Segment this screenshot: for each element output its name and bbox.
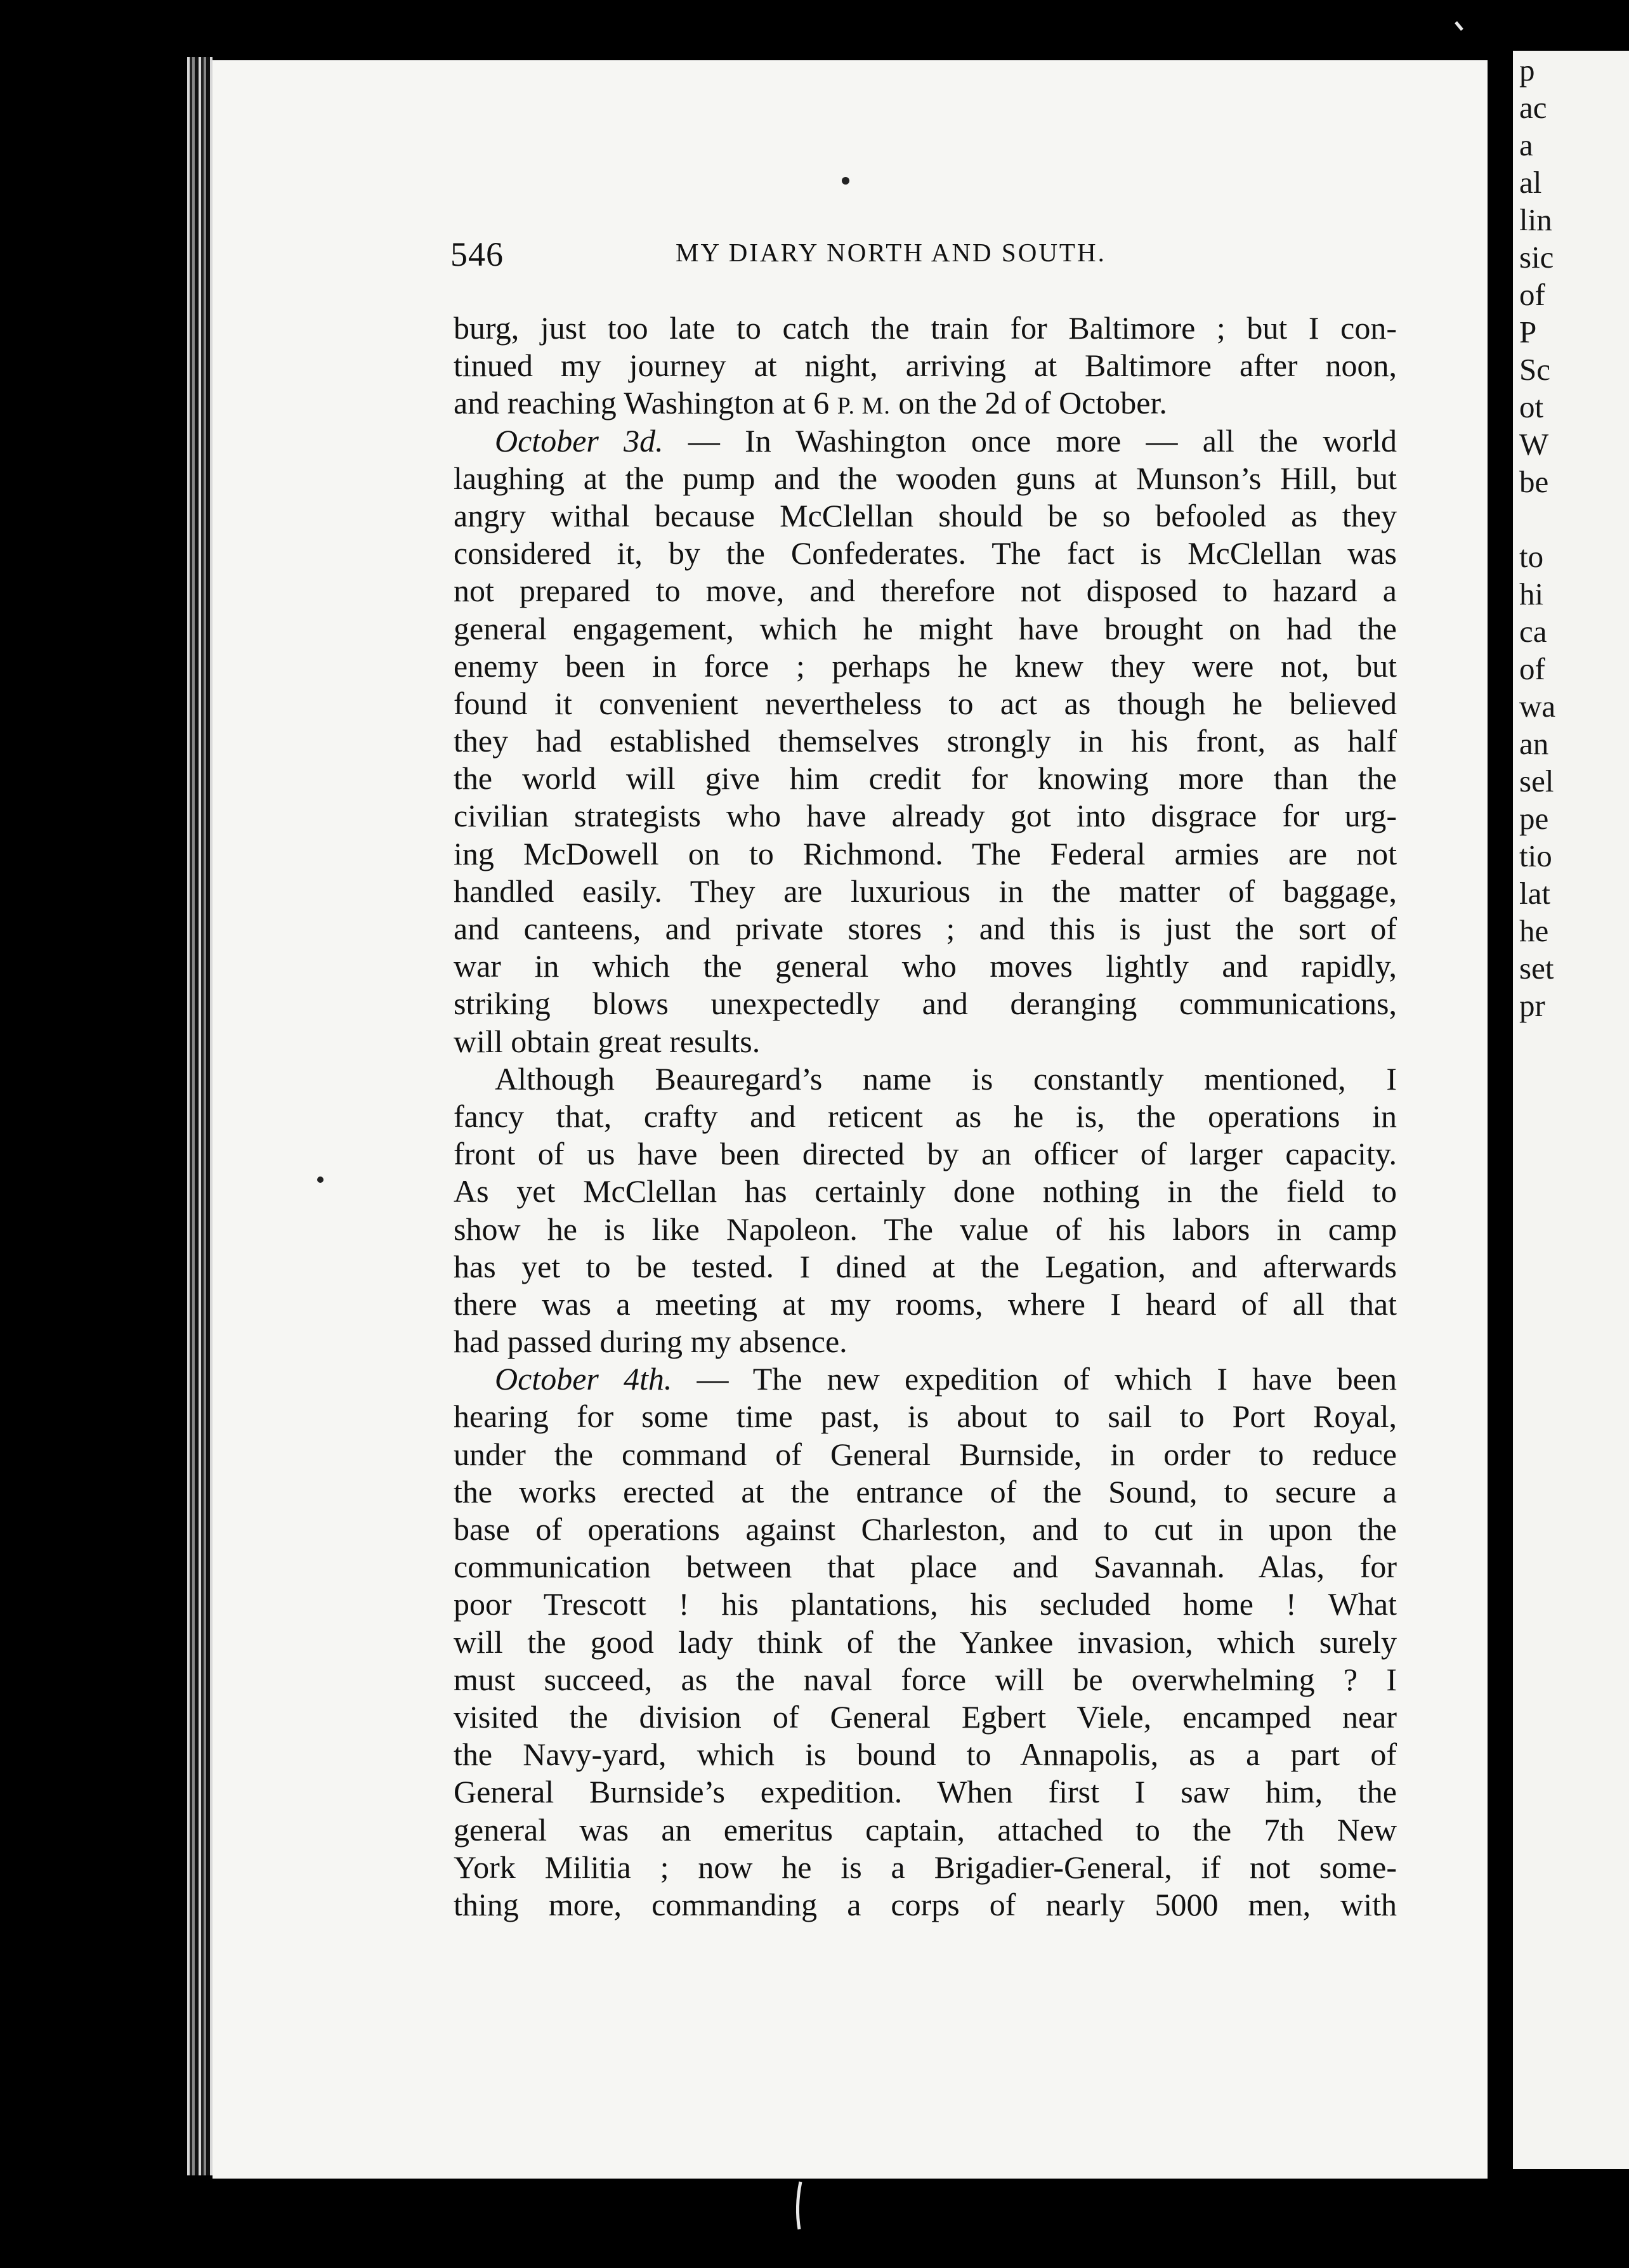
- running-head: [450, 235, 1459, 279]
- facing-line: wa: [1519, 689, 1556, 724]
- facing-line: al: [1519, 165, 1542, 200]
- text-line: general was an emeritus captain, attached to the 7th New: [454, 1811, 1397, 1848]
- text-line: As yet McClellan has certainly done nothing in the field to: [454, 1173, 1397, 1209]
- text-line: considered it, by the Confederates. The fact is McClellan was: [454, 535, 1397, 571]
- text-line: they had established themselves strongly in his front, as half: [454, 723, 1397, 759]
- text-line: will obtain great results.: [454, 1023, 761, 1059]
- diary-entry-heading-line: [454, 1360, 1397, 1398]
- facing-line: be: [1519, 464, 1549, 499]
- text-line: General Burnside’s expedition. When first I saw him, the: [454, 1774, 1397, 1810]
- text-line: and canteens, and private stores ; and this is just the sort of: [454, 911, 1397, 946]
- facing-line: P: [1519, 315, 1537, 349]
- text-line: York Militia ; now he is a Brigadier-General, if not some-: [454, 1849, 1397, 1885]
- text-line: laughing at the pump and the wooden guns at Munson’s Hill, but: [454, 460, 1397, 496]
- text-line: the Navy-yard, which is bound to Annapolis, as a part of: [454, 1737, 1397, 1773]
- text-line: handled easily. They are luxurious in the matter of baggage,: [454, 873, 1397, 909]
- text-line: under the command of General Burnside, in order to reduce: [454, 1436, 1397, 1472]
- text-line: striking blows unexpectedly and deranging communications,: [454, 986, 1397, 1022]
- entry-date: October 3d.: [495, 422, 664, 459]
- facing-line: ac: [1519, 90, 1547, 125]
- time-abbreviation: P. M.: [837, 393, 891, 420]
- facing-line: ca: [1519, 614, 1547, 649]
- text-line: hearing for some time past, is about to sail to Port Royal,: [454, 1398, 1397, 1435]
- text-line: fancy that, crafty and reticent as he is, the operations in: [454, 1098, 1397, 1134]
- text-line: had passed during my absence.: [454, 1324, 847, 1360]
- facing-line: an: [1519, 726, 1549, 761]
- text-run: on the 2d of October.: [890, 385, 1167, 421]
- facing-line: sic: [1519, 240, 1554, 275]
- facing-line: ot: [1519, 389, 1544, 424]
- text-line: thing more, commanding a corps of nearly 5000 men, with: [454, 1886, 1397, 1922]
- facing-line: set: [1519, 951, 1554, 986]
- running-title: MY DIARY NORTH AND SOUTH.: [676, 238, 1106, 267]
- page-number: 546: [450, 235, 504, 273]
- text-line: [454, 384, 1397, 422]
- text-line: angry withal because McClellan should be so befooled as they: [454, 497, 1397, 533]
- facing-line: to: [1519, 539, 1544, 574]
- facing-line: Sc: [1519, 352, 1550, 387]
- facing-line: pe: [1519, 801, 1549, 836]
- text-line: has yet to be tested. I dined at the Legation, and afterwards: [454, 1248, 1397, 1284]
- text-line: tinued my journey at night, arriving at Baltimore after noon,: [454, 348, 1397, 384]
- facing-line: pr: [1519, 988, 1545, 1023]
- body-text: [454, 310, 1397, 1924]
- facing-page-fragment: [1513, 51, 1629, 2169]
- facing-line: a: [1519, 127, 1533, 162]
- facing-line: of: [1519, 651, 1545, 686]
- text-line: must succeed, as the naval force will be overwhelming ? I: [454, 1661, 1397, 1697]
- facing-line: tio: [1519, 838, 1552, 873]
- facing-line: p: [1519, 53, 1535, 88]
- facing-line: hi: [1519, 577, 1544, 611]
- facing-line: W: [1519, 427, 1549, 462]
- text-line: ing McDowell on to Richmond. The Federal armies are not: [454, 835, 1397, 871]
- text-line: base of operations against Charleston, and to cut in upon the: [454, 1511, 1397, 1547]
- facing-line: lat: [1519, 876, 1550, 911]
- facing-line: lin: [1519, 202, 1552, 237]
- text-line: front of us have been directed by an officer of larger capacity.: [454, 1136, 1397, 1172]
- text-line: war in which the general who moves lightly and rapidly,: [454, 948, 1397, 984]
- entry-date: October 4th.: [495, 1361, 672, 1397]
- text-line: there was a meeting at my rooms, where I heard of all that: [454, 1286, 1397, 1322]
- text-line: not prepared to move, and therefore not disposed to hazard a: [454, 573, 1397, 609]
- text-line: general engagement, which he might have brought on had the: [454, 610, 1397, 646]
- text-run: and reaching Washington at 6: [454, 385, 837, 421]
- text-line: show he is like Napoleon. The value of his labors in camp: [454, 1211, 1397, 1247]
- diary-entry-heading-line: [454, 422, 1397, 460]
- text-line: will the good lady think of the Yankee invasion, which surely: [454, 1624, 1397, 1660]
- text-line: visited the division of General Egbert Viele, encamped near: [454, 1698, 1397, 1735]
- text-line: Although Beauregard’s name is constantly mentioned, I: [495, 1060, 1397, 1097]
- text-line: enemy been in force ; perhaps he knew they were not, but: [454, 648, 1397, 684]
- facing-line: he: [1519, 913, 1549, 948]
- text-line: the works erected at the entrance of the Sound, to secure a: [454, 1473, 1397, 1509]
- facing-line: of: [1519, 277, 1545, 312]
- book-spine-edge: [187, 57, 213, 2175]
- text-line: the world will give him credit for knowing more than the: [454, 760, 1397, 797]
- text-run: — The new expedition of which I have been: [672, 1361, 1397, 1397]
- text-run: — In Washington once more — all the world: [663, 422, 1397, 459]
- text-line: burg, just too late to catch the train for Baltimore ; but I con-: [454, 310, 1397, 346]
- text-line: poor Trescott ! his plantations, his secluded home ! What: [454, 1586, 1397, 1622]
- text-line: found it convenient nevertheless to act as though he believed: [454, 685, 1397, 721]
- text-line: communication between that place and Savannah. Alas, for: [454, 1549, 1397, 1585]
- facing-line: sel: [1519, 764, 1554, 798]
- text-line: civilian strategists who have already got into disgrace for urg-: [454, 798, 1397, 834]
